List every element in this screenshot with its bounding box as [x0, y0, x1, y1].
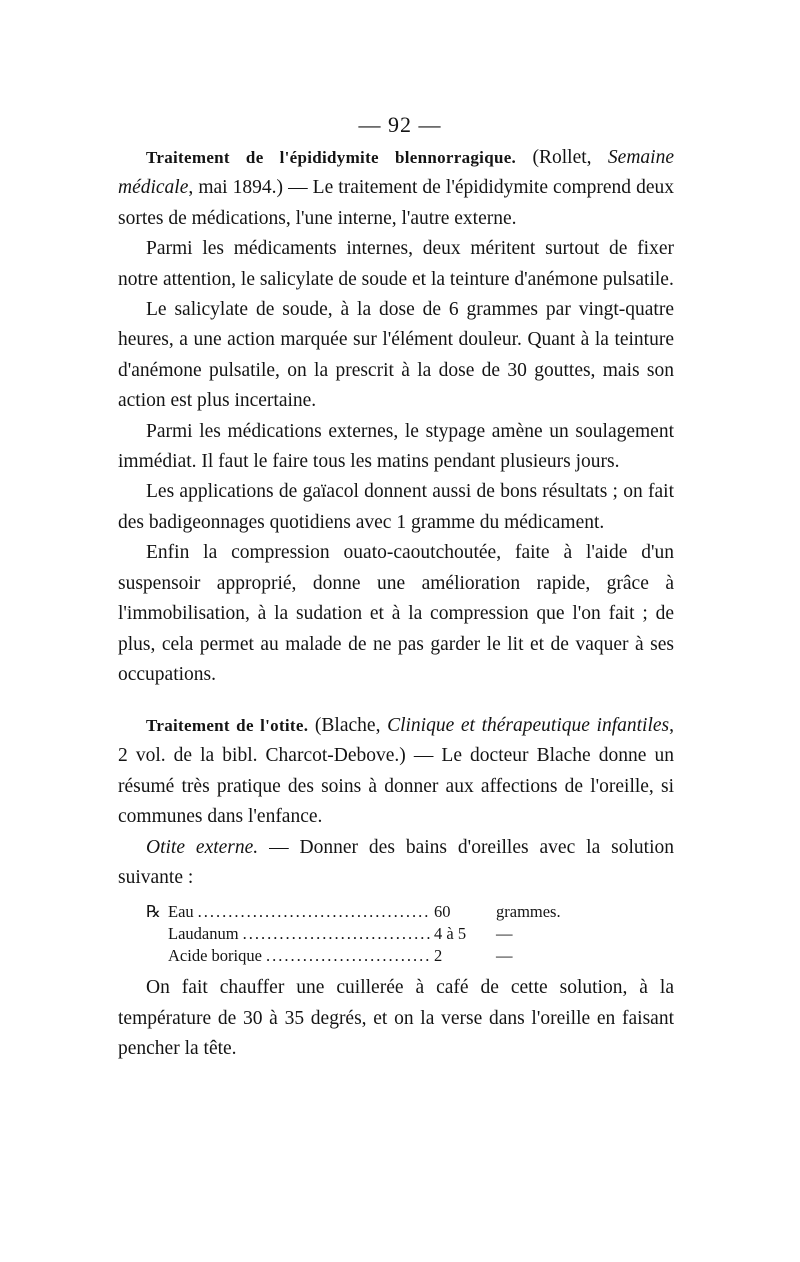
paragraph: Le salicylate de soude, à la dose de 6 grammes par vingt-quatre heures, a une action marquée sur l'élément douleur. Quant à la teinture d'anémone pulsatile, on la prescrit à la dose de 30 gouttes, mais son action est plus incertaine. [118, 299, 674, 412]
ingredient-unit: — [496, 924, 513, 944]
reference-close: , mai 1894.) [188, 177, 284, 199]
ingredient-name: Eau [168, 902, 194, 922]
sub-heading: Otite externe. [146, 836, 259, 858]
ingredient-name: Acide borique [168, 946, 262, 966]
page-number: — 92 — [358, 112, 442, 137]
section-heading: Traitement de l'otite. [146, 716, 309, 735]
intro-text: — Le traitement de l'épididymite comprend deux sortes de médications, l'une interne, l'autre externe. [118, 177, 675, 229]
ingredient-unit: grammes. [496, 902, 561, 922]
section-otite [118, 711, 674, 1065]
paragraph: Les applications de gaïacol donnent aussi de bons résultats ; on fait des badigeonnages quotidiens avec 1 gramme du médicament. [118, 481, 674, 533]
leader-dots [266, 945, 430, 967]
paragraph [118, 833, 674, 894]
section-intro-paragraph [118, 711, 674, 833]
paragraph: Parmi les médicaments internes, deux méritent surtout de fixer notre attention, le salicylate de soude et la teinture d'anémone pulsatile. [118, 238, 674, 290]
reference-journal: Semaine médicale [118, 147, 674, 199]
reference-open: (Blache, [308, 715, 388, 736]
recipe-symbol-icon: ℞ [146, 902, 161, 922]
reference-open: (Rollet, [516, 147, 608, 168]
paragraph: On fait chauffer une cuillerée à café de cette solution, à la température de 30 à 35 degrés, et on la verse dans l'oreille en faisant pencher la tête. [118, 977, 674, 1060]
section-epididymite [118, 143, 674, 690]
intro-text: — Le docteur Blache donne un résumé très pratique des soins à donner aux affections de l'oreille, si communes dans l'enfance. [118, 745, 674, 828]
recipe-row [146, 901, 576, 923]
leader-dots [198, 901, 430, 923]
reference-close: , 2 vol. de la bibl. Charcot-Debove.) [118, 715, 674, 767]
ingredient-name: Laudanum [168, 924, 239, 944]
reference-work: Clinique et thérapeutique infantiles [387, 715, 670, 736]
ingredient-quantity: 60 [434, 902, 451, 922]
section-intro-paragraph [118, 143, 674, 234]
leader-dots [243, 923, 430, 945]
recipe-row [146, 945, 576, 967]
sub-text: — Donner des bains d'oreilles avec la solution suivante : [118, 836, 674, 889]
ingredient-unit: — [496, 946, 513, 966]
recipe-row [146, 923, 576, 945]
recipe-table [146, 901, 576, 967]
section-heading: Traitement de l'épididymite blennorragique. [146, 148, 517, 167]
paragraph: Parmi les médications externes, le stypage amène un soulagement immédiat. Il faut le faire tous les matins pendant plusieurs jours. [118, 420, 674, 473]
ingredient-quantity: 4 à 5 [434, 924, 467, 944]
ingredient-quantity: 2 [434, 946, 443, 966]
paragraph: Enfin la compression ouato-caoutchoutée, faite à l'aide d'un suspensoir approprié, donne une amélioration rapide, grâce à l'immobilisation, à la sudation et à la compression que l'on fait ; de plus, cela permet au malade de ne pas garder le lit et de vaquer à ses occupations. [118, 542, 674, 685]
